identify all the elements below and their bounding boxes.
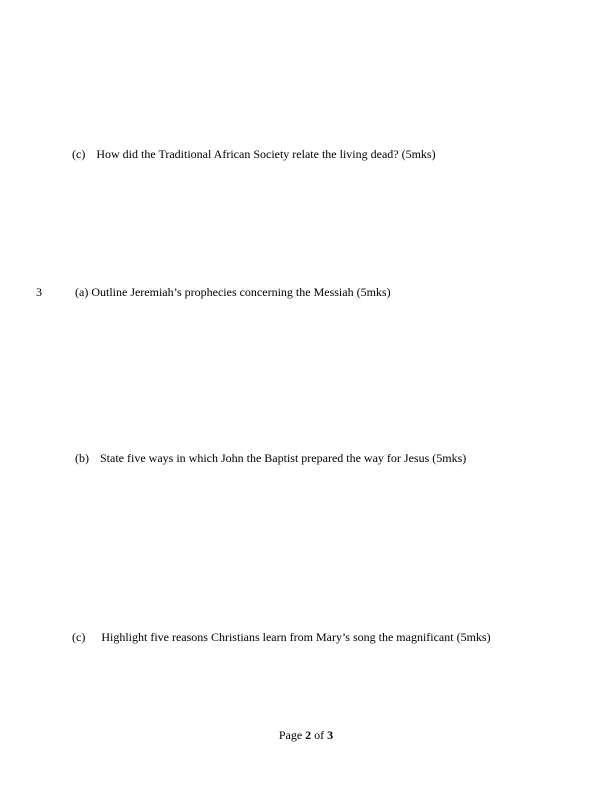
question-3c-label: (c): [72, 630, 86, 644]
question-2c: [72, 147, 436, 161]
question-3b-label: (b): [75, 451, 89, 465]
question-2c-text: How did the Traditional African Society relate the living dead? (5mks): [96, 147, 436, 161]
footer-total-pages: 3: [327, 728, 334, 742]
question-3c: [72, 630, 491, 644]
footer-current-page: 2: [305, 728, 312, 742]
question-3a: [75, 285, 391, 299]
footer-separator: of: [314, 728, 325, 742]
footer-prefix: Page: [278, 728, 303, 742]
question-2c-label: (c): [72, 147, 86, 161]
question-3-number: 3: [36, 285, 42, 299]
question-3b-text: State five ways in which John the Baptist prepared the way for Jesus (5mks): [100, 451, 467, 465]
question-3c-text: Highlight five reasons Christians learn from Mary’s song the magnificant (5mks): [101, 630, 491, 644]
question-3b: [75, 451, 466, 465]
page-footer: [0, 728, 612, 742]
question-3a-text: (a) Outline Jeremiah’s prophecies concerning the Messiah (5mks): [75, 285, 391, 299]
